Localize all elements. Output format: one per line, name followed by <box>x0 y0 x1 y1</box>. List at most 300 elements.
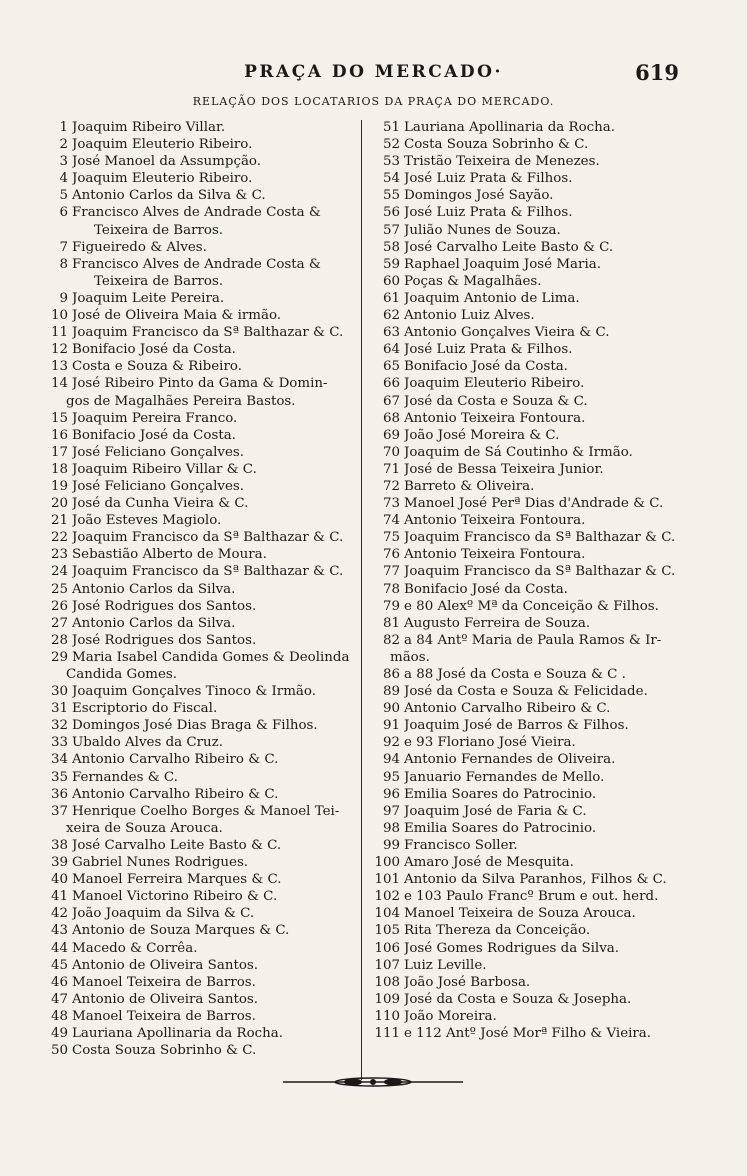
list-entry <box>42 1042 360 1059</box>
list-entry <box>42 119 360 136</box>
entry-text: Joaquim Ribeiro Villar. <box>72 120 226 135</box>
entry-number: 1 <box>59 120 68 135</box>
entry-number: 98 <box>382 820 400 836</box>
list-entry <box>42 649 360 666</box>
list-entry <box>42 734 360 751</box>
entry-number: 95 <box>382 769 400 785</box>
list-entry <box>366 136 684 153</box>
list-entry <box>366 307 684 324</box>
entry-text: João Moreira. <box>404 1008 497 1024</box>
entry-text: Maria Isabel Candida Gomes & Deolinda <box>72 649 350 665</box>
list-entry <box>42 991 360 1008</box>
entry-number: 20 <box>50 496 68 512</box>
entry-text: João José Moreira & C. <box>404 427 560 443</box>
entry-text: Lauriana Apollinaria da Rocha. <box>404 120 616 135</box>
entry-text: Joaquim Ribeiro Villar & C. <box>72 461 257 477</box>
entry-number: 7 <box>59 239 68 255</box>
entry-text: Macedo & Corrêa. <box>72 940 198 956</box>
entry-number: 16 <box>50 427 68 443</box>
entry-number: 102 <box>374 889 400 905</box>
entry-text: mãos. <box>390 649 430 665</box>
list-entry <box>42 957 360 974</box>
entry-text: Antonio Fernandes de Oliveira. <box>404 752 616 768</box>
list-entry <box>366 358 684 375</box>
list-entry <box>42 717 360 734</box>
entry-text: e 103 Paulo Francº Brum e out. herd. <box>404 889 659 905</box>
list-entry <box>42 341 360 358</box>
entry-text: Antonio da Silva Paranhos, Filhos & C. <box>404 872 667 888</box>
entry-text: Manoel José Perª Dias d'Andrade & C. <box>404 496 664 512</box>
entry-text: Lauriana Apollinaria da Rocha. <box>72 1025 284 1041</box>
entry-text: José Feliciano Gonçalves. <box>72 478 245 494</box>
list-entry <box>366 512 684 529</box>
entry-number: 75 <box>382 530 400 546</box>
list-entry <box>42 512 360 529</box>
entry-number: 56 <box>382 205 400 221</box>
entry-number: 18 <box>50 461 68 477</box>
entry-number: 30 <box>50 684 68 700</box>
list-entry <box>42 495 360 512</box>
list-entry <box>366 974 684 991</box>
entry-text: Joaquim Pereira Franco. <box>72 410 238 426</box>
entry-number: 77 <box>382 564 400 580</box>
entry-number: 74 <box>382 513 400 529</box>
entry-text: José de Bessa Teixeira Junior. <box>404 461 604 477</box>
entry-text: Antonio Luiz Alves. <box>404 308 535 324</box>
entry-text: Joaquim Francisco da Sª Balthazar & C. <box>404 530 676 546</box>
list-entry <box>366 717 684 734</box>
entry-number: 58 <box>382 239 400 255</box>
entry-text: a 84 Antº Maria de Paula Ramos & Ir- <box>404 632 662 648</box>
list-entry <box>366 461 684 478</box>
list-entry <box>42 683 360 700</box>
list-entry <box>42 187 360 204</box>
entry-text: José da Cunha Vieira & C. <box>72 496 249 512</box>
entry-text: Joaquim Francisco da Sª Balthazar & C. <box>404 564 676 580</box>
entry-number: 92 <box>382 735 400 751</box>
entry-text: gos de Magalhães Pereira Bastos. <box>66 393 296 409</box>
entry-number: 109 <box>374 991 400 1007</box>
entry-number: 67 <box>382 393 400 409</box>
list-entry <box>42 358 360 375</box>
list-entry <box>366 1025 684 1042</box>
entry-number: 79 <box>382 598 400 614</box>
list-entry <box>42 563 360 580</box>
entry-number: 4 <box>59 171 68 187</box>
entry-number: 21 <box>50 513 68 529</box>
entry-text: Antonio Carlos da Silva. <box>72 581 236 597</box>
entry-number: 42 <box>50 906 68 922</box>
list-entry <box>366 410 684 427</box>
entry-number: 47 <box>50 991 68 1007</box>
entry-text: Rita Thereza da Conceição. <box>404 923 591 939</box>
list-entry <box>366 803 684 820</box>
entry-number: 105 <box>374 923 400 939</box>
list-entry <box>42 974 360 991</box>
entry-text: Manoel Victorino Ribeiro & C. <box>72 889 278 905</box>
entry-text: José da Costa e Souza & C. <box>404 393 588 409</box>
entry-number: 91 <box>382 718 400 734</box>
entry-number: 60 <box>382 273 400 289</box>
entry-text: Domingos José Dias Braga & Filhos. <box>72 718 318 734</box>
entry-text: Bonifacio José da Costa. <box>72 342 236 358</box>
entry-text: Antonio Carvalho Ribeiro & C. <box>404 701 611 717</box>
list-entry <box>366 871 684 888</box>
list-entry <box>42 307 360 324</box>
list-entry <box>366 615 684 632</box>
list-entry <box>366 700 684 717</box>
entry-text: Raphael Joaquim José Maria. <box>404 256 601 272</box>
list-entry <box>42 940 360 957</box>
entry-text: Joaquim Gonçalves Tinoco & Irmão. <box>72 684 316 700</box>
list-entry <box>366 786 684 803</box>
entry-text: Candida Gomes. <box>66 667 178 682</box>
entry-text: Barreto & Oliveira. <box>404 478 535 494</box>
entry-number: 9 <box>59 290 68 306</box>
list-entry <box>366 820 684 837</box>
entry-number: 40 <box>50 872 68 888</box>
list-entry <box>42 427 360 444</box>
entry-number: 8 <box>59 256 68 272</box>
entry-text: Joaquim Francisco da Sª Balthazar & C. <box>72 530 344 546</box>
entry-number: 51 <box>382 120 400 135</box>
entry-number: 59 <box>382 256 400 272</box>
entry-number: 14 <box>50 376 68 392</box>
list-entry <box>42 1008 360 1025</box>
right-column <box>366 119 684 1042</box>
entry-text: Antonio de Souza Marques & C. <box>72 923 290 939</box>
list-entry <box>366 854 684 871</box>
entry-number: 110 <box>374 1008 400 1024</box>
entry-text: Costa Souza Sobrinho & C. <box>404 137 589 153</box>
entry-number: 81 <box>382 615 400 631</box>
entry-text: Antonio Carlos da Silva & C. <box>72 188 266 204</box>
entry-number: 48 <box>50 1008 68 1024</box>
list-entry <box>42 1025 360 1042</box>
entry-number: 70 <box>382 444 400 460</box>
entry-number: 3 <box>59 154 68 170</box>
entry-text: Fernandes & C. <box>72 769 178 785</box>
list-entry <box>366 324 684 341</box>
list-entry <box>366 751 684 768</box>
entry-number: 90 <box>382 701 400 717</box>
list-entry <box>42 905 360 922</box>
list-entry <box>42 615 360 632</box>
section-subtitle: RELAÇÃO DOS LOCATARIOS DA PRAÇA DO MERCADO. <box>192 95 555 108</box>
list-entry <box>42 803 360 820</box>
entry-text: Bonifacio José da Costa. <box>404 359 568 375</box>
list-entry <box>42 375 360 392</box>
list-entry <box>42 153 360 170</box>
list-entry <box>42 700 360 717</box>
list-entry <box>42 290 360 307</box>
list-entry <box>42 546 360 563</box>
page-header <box>0 60 747 90</box>
entry-number: 108 <box>374 974 400 990</box>
entry-text: Costa Souza Sobrinho & C. <box>72 1043 257 1059</box>
list-entry <box>42 239 360 256</box>
list-entry <box>366 734 684 751</box>
entry-number: 78 <box>382 581 400 597</box>
entry-number: 26 <box>50 598 68 614</box>
list-entry <box>42 751 360 768</box>
entry-text: Joaquim Francisco da Sª Balthazar & C. <box>72 564 344 580</box>
entry-text: Antonio Teixeira Fontoura. <box>404 410 586 426</box>
entry-number: 53 <box>382 154 400 170</box>
list-entry <box>42 461 360 478</box>
entry-number: 5 <box>59 188 68 204</box>
list-entry <box>42 444 360 461</box>
entry-text: Francisco Alves de Andrade Costa & <box>72 205 321 221</box>
list-entry <box>366 290 684 307</box>
entry-text: Tristão Teixeira de Menezes. <box>404 154 600 170</box>
entry-text: Julião Nunes de Souza. <box>404 222 561 238</box>
list-entry <box>366 957 684 974</box>
list-entry <box>42 324 360 341</box>
entry-continuation <box>42 393 360 410</box>
list-entry <box>42 478 360 495</box>
entry-text: e 112 Antº José Morª Filho & Vieira. <box>404 1025 652 1041</box>
entry-number: 66 <box>382 376 400 392</box>
entry-text: José Rodrigues dos Santos. <box>72 598 257 614</box>
entry-text: José Rodrigues dos Santos. <box>72 632 257 648</box>
entry-text: Antonio de Oliveira Santos. <box>72 991 259 1007</box>
entry-text: Figueiredo & Alves. <box>72 239 207 255</box>
entry-number: 35 <box>50 769 68 785</box>
entry-text: Antonio Carvalho Ribeiro & C. <box>72 786 279 802</box>
entry-number: 32 <box>50 718 68 734</box>
list-entry <box>366 546 684 563</box>
list-entry <box>42 598 360 615</box>
list-entry <box>42 204 360 221</box>
list-entry <box>42 769 360 786</box>
entry-number: 52 <box>382 137 400 153</box>
entry-number: 10 <box>50 308 68 324</box>
list-entry <box>366 495 684 512</box>
entry-text: José Carvalho Leite Basto & C. <box>404 239 614 255</box>
entry-text: a 88 José da Costa e Souza & C . <box>404 667 626 682</box>
entry-text: José da Costa e Souza & Josepha. <box>404 991 632 1007</box>
list-entry <box>42 581 360 598</box>
entry-number: 89 <box>382 684 400 700</box>
list-entry <box>366 273 684 290</box>
entry-text: Joaquim José de Faria & C. <box>404 803 587 819</box>
entry-number: 25 <box>50 581 68 597</box>
list-entry <box>366 991 684 1008</box>
entry-number: 19 <box>50 478 68 494</box>
entry-text: Emilia Soares do Patrocinio. <box>404 786 597 802</box>
entry-text: Teixeira de Barros. <box>94 222 224 238</box>
entry-number: 11 <box>50 325 68 341</box>
entry-continuation <box>42 666 360 683</box>
entry-number: 100 <box>374 855 400 871</box>
entry-number: 65 <box>382 359 400 375</box>
entry-continuation <box>42 820 360 837</box>
list-entry <box>366 922 684 939</box>
entry-text: Januario Fernandes de Mello. <box>404 769 605 785</box>
page-title: PRAÇA DO MERCADO· <box>244 62 503 82</box>
entry-number: 13 <box>50 359 68 375</box>
entry-text: José Manoel da Assumpção. <box>72 154 262 170</box>
entry-text: e 80 Alexº Mª da Conceição & Filhos. <box>404 598 659 614</box>
entry-text: Manoel Teixeira de Barros. <box>72 974 256 990</box>
entry-text: Sebastião Alberto de Moura. <box>72 547 267 563</box>
list-entry <box>366 119 684 136</box>
list-entry <box>366 444 684 461</box>
list-entry <box>42 256 360 273</box>
list-entry <box>42 922 360 939</box>
list-entry <box>366 222 684 239</box>
list-entry <box>42 888 360 905</box>
entry-number: 46 <box>50 974 68 990</box>
entry-text: Joaquim Eleuterio Ribeiro. <box>72 137 253 153</box>
entry-number: 99 <box>382 837 400 853</box>
entry-text: José da Costa e Souza & Felicidade. <box>404 684 648 700</box>
entry-number: 28 <box>50 632 68 648</box>
entry-text: José Carvalho Leite Basto & C. <box>72 837 282 853</box>
entry-continuation <box>366 649 684 666</box>
entry-text: xeira de Souza Arouca. <box>66 820 223 836</box>
entry-number: 38 <box>50 837 68 853</box>
entry-number: 111 <box>374 1025 400 1041</box>
entry-number: 82 <box>382 632 400 648</box>
entry-number: 55 <box>382 188 400 204</box>
list-entry <box>366 427 684 444</box>
entry-text: Joaquim Eleuterio Ribeiro. <box>404 376 585 392</box>
list-entry <box>366 683 684 700</box>
list-entry <box>366 905 684 922</box>
entry-number: 31 <box>50 701 68 717</box>
entry-number: 64 <box>382 342 400 358</box>
list-entry <box>366 478 684 495</box>
entry-number: 2 <box>59 137 68 153</box>
entry-text: Antonio Gonçalves Vieira & C. <box>404 325 610 341</box>
list-entry <box>42 786 360 803</box>
list-entry <box>366 598 684 615</box>
entry-text: Costa e Souza & Ribeiro. <box>72 359 242 375</box>
entry-text: Joaquim Leite Pereira. <box>72 290 225 306</box>
list-entry <box>42 136 360 153</box>
entry-number: 24 <box>50 564 68 580</box>
list-entry <box>366 256 684 273</box>
entry-text: Joaquim de Sá Coutinho & Irmão. <box>404 444 633 460</box>
entry-number: 63 <box>382 325 400 341</box>
list-entry <box>366 529 684 546</box>
entry-text: Bonifacio José da Costa. <box>404 581 568 597</box>
entry-number: 22 <box>50 530 68 546</box>
entry-text: Manoel Teixeira de Barros. <box>72 1008 256 1024</box>
entry-continuation <box>42 222 360 239</box>
entry-text: José Ribeiro Pinto da Gama & Domin- <box>72 376 328 392</box>
entry-text: José Gomes Rodrigues da Silva. <box>404 940 619 956</box>
entry-number: 69 <box>382 427 400 443</box>
entry-number: 15 <box>50 410 68 426</box>
list-entry <box>366 888 684 905</box>
list-entry <box>366 563 684 580</box>
entry-text: Teixeira de Barros. <box>94 273 224 289</box>
list-entry <box>366 393 684 410</box>
list-entry <box>42 170 360 187</box>
entry-number: 12 <box>50 342 68 358</box>
list-entry <box>366 375 684 392</box>
list-entry <box>366 341 684 358</box>
list-entry <box>42 410 360 427</box>
entry-number: 50 <box>50 1043 68 1059</box>
entry-number: 72 <box>382 478 400 494</box>
entry-number: 45 <box>50 957 68 973</box>
entry-text: Manoel Ferreira Marques & C. <box>72 872 282 888</box>
entry-number: 44 <box>50 940 68 956</box>
entry-text: Antonio de Oliveira Santos. <box>72 957 259 973</box>
page-number: 619 <box>635 60 679 85</box>
list-entry <box>42 632 360 649</box>
entry-number: 33 <box>50 735 68 751</box>
entry-text: Henrique Coelho Borges & Manoel Tei- <box>72 803 340 819</box>
list-entry <box>366 581 684 598</box>
entry-continuation <box>42 273 360 290</box>
list-entry <box>42 854 360 871</box>
entry-text: Augusto Ferreira de Souza. <box>404 615 591 631</box>
list-entry <box>366 239 684 256</box>
entry-number: 97 <box>382 803 400 819</box>
entry-number: 86 <box>382 667 400 682</box>
entry-number: 96 <box>382 786 400 802</box>
entry-number: 29 <box>50 649 68 665</box>
entry-number: 49 <box>50 1025 68 1041</box>
entry-text: Luiz Leville. <box>404 957 487 973</box>
entry-number: 34 <box>50 752 68 768</box>
entry-number: 23 <box>50 547 68 563</box>
entry-text: Joaquim Eleuterio Ribeiro. <box>72 171 253 187</box>
entry-text: Amaro José de Mesquita. <box>404 855 574 871</box>
entry-text: José Luiz Prata & Filhos. <box>404 205 573 221</box>
list-entry <box>42 871 360 888</box>
entry-number: 43 <box>50 923 68 939</box>
entry-number: 36 <box>50 786 68 802</box>
entry-text: Antonio Carlos da Silva. <box>72 615 236 631</box>
entry-text: João José Barbosa. <box>404 974 531 990</box>
entry-text: José Feliciano Gonçalves. <box>72 444 245 460</box>
entry-number: 104 <box>374 906 400 922</box>
entry-number: 17 <box>50 444 68 460</box>
list-entry <box>42 529 360 546</box>
entry-number: 37 <box>50 803 68 819</box>
entry-text: José Luiz Prata & Filhos. <box>404 342 573 358</box>
entry-text: Domingos José Sayão. <box>404 188 554 204</box>
entry-text: Joaquim José de Barros & Filhos. <box>404 718 629 734</box>
entry-text: João Esteves Magiolo. <box>72 513 222 529</box>
entry-number: 73 <box>382 496 400 512</box>
list-entry <box>366 837 684 854</box>
entry-number: 41 <box>50 889 68 905</box>
ornament-divider <box>283 1075 463 1089</box>
entry-number: 61 <box>382 290 400 306</box>
list-entry <box>366 940 684 957</box>
entry-text: Emilia Soares do Patrocinio. <box>404 820 597 836</box>
entry-number: 76 <box>382 547 400 563</box>
list-entry <box>366 170 684 187</box>
entry-number: 106 <box>374 940 400 956</box>
list-entry <box>42 837 360 854</box>
entry-number: 94 <box>382 752 400 768</box>
entry-number: 107 <box>374 957 400 973</box>
left-column <box>42 119 360 1059</box>
list-entry <box>366 666 684 683</box>
entry-text: Gabriel Nunes Rodrigues. <box>72 855 249 871</box>
column-divider <box>361 120 362 1080</box>
list-entry <box>366 187 684 204</box>
entry-number: 39 <box>50 855 68 871</box>
